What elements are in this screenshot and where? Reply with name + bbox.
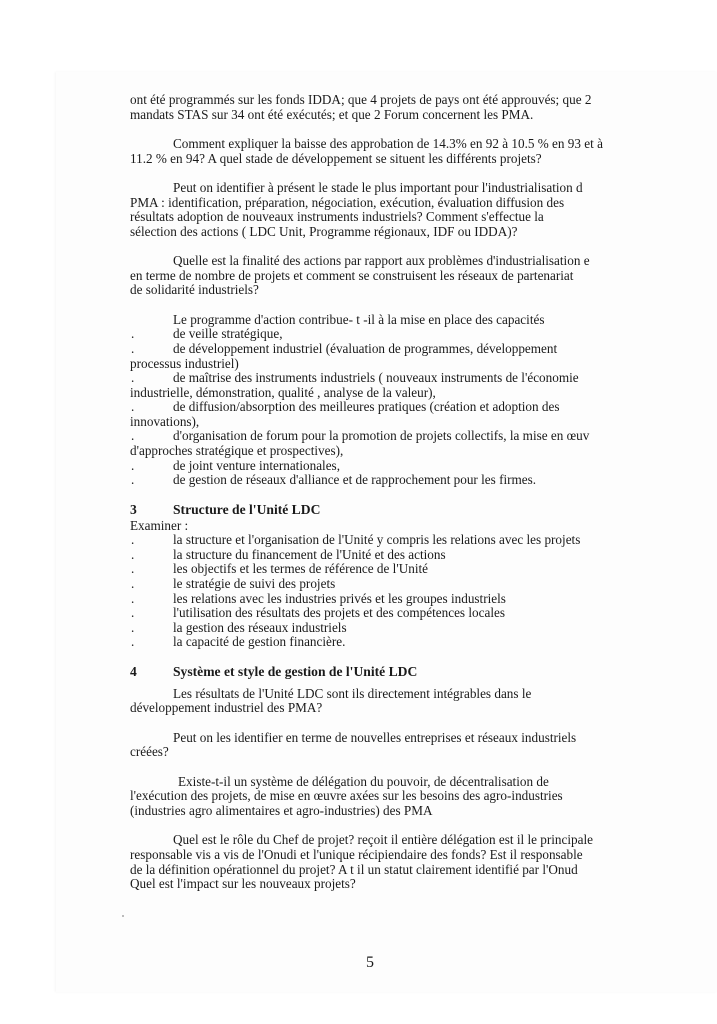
section-number: 3 [130, 501, 137, 517]
bullet-dot: . [131, 590, 135, 606]
text-line: Peut on les identifier en terme de nouvelles entreprises et réseaux industriels [173, 729, 577, 745]
text-line: en terme de nombre de projets et comment se construisent les réseaux de partenariat [130, 267, 574, 283]
bullet-dot: . [131, 546, 135, 562]
list-item [130, 577, 717, 592]
text-line: (industries agro alimentaires et agro-industries) des PMA [130, 802, 433, 818]
capacities-list [130, 327, 717, 488]
scan-speck [122, 915, 124, 917]
paragraph-industrialisation-stage [130, 181, 717, 239]
paragraph-results-integration [130, 687, 717, 716]
bullet-dot: . [131, 326, 135, 342]
list-item [130, 592, 717, 607]
list-item-text: de veille stratégique, [173, 326, 283, 342]
section-intro: Examiner : [130, 517, 189, 533]
bullet-dot: . [131, 472, 135, 488]
bullet-dot: . [131, 619, 135, 635]
list-item-text: de joint venture internationales, [173, 457, 340, 473]
list-item-text: la capacité de gestion financière. [173, 634, 346, 650]
list-item-text: les relations avec les industries privés et les groupes industriels [173, 590, 506, 606]
paragraph-project-chief [130, 833, 717, 891]
text-line: développement industriel des PMA? [130, 700, 323, 716]
list-item-text: les objectifs et les termes de référence de l'Unité [173, 561, 429, 577]
text-line: Quel est l'impact sur les nouveaux projets? [130, 876, 356, 892]
paragraph-approval-decline [130, 137, 717, 166]
list-item-continuation: innovations), [130, 413, 200, 429]
section-number: 4 [130, 663, 137, 679]
section-structure [130, 503, 717, 650]
bullet-dot: . [131, 634, 135, 650]
list-item [130, 327, 717, 342]
bullet-dot: . [131, 340, 135, 356]
list-item-continuation: industrielle, démonstration, qualité , analyse de la valeur), [130, 384, 436, 400]
text-line: sélection des actions ( LDC Unit, Programme régionaux, IDF ou IDDA)? [130, 223, 518, 239]
list-item [130, 371, 717, 400]
list-item-continuation: d'approches stratégique et prospectives), [130, 443, 344, 459]
section-management [130, 665, 717, 892]
text-line: l'exécution des projets, de mise en œuvre axées sur les besoins des agro-industries [130, 788, 563, 804]
text-line: PMA : identification, préparation, négociation, exécution, évaluation diffusion des [130, 194, 565, 210]
text-line: responsable vis a vis de l'Onudi et l'unique récipiendaire des fonds? Est il responsable [130, 846, 583, 862]
list-item [130, 548, 717, 563]
list-item-text: le stratégie de suivi des projets [173, 576, 336, 592]
page-number: 5 [366, 954, 374, 971]
list-item [130, 459, 717, 474]
paragraph-delegation [130, 775, 717, 819]
list-item-text: d'organisation de forum pour la promotion de projets collectifs, la mise en œuv [173, 428, 590, 444]
text-line: ont été programmés sur les fonds IDDA; que 4 projets de pays ont été approuvés; que 2 [130, 92, 592, 107]
section-heading [130, 665, 717, 681]
list-item-text: de développement industriel (évaluation de programmes, développement [173, 340, 558, 356]
text-line: Comment expliquer la baisse des approbation de 14.3% en 92 à 10.5 % en 93 et à [173, 135, 603, 151]
list-item [130, 606, 717, 621]
text-line: 11.2 % en 94? A quel stade de développement se situent les différents projets? [130, 150, 542, 166]
bullet-dot: . [131, 605, 135, 621]
list-item [130, 342, 717, 371]
bullet-dot: . [131, 370, 135, 386]
section-heading [130, 503, 717, 519]
list-item [130, 533, 717, 548]
bullet-dot: . [131, 428, 135, 444]
text-line: Peut on identifier à présent le stade le plus important pour l'industrialisation d [173, 179, 583, 195]
text-line: Les résultats de l'Unité LDC sont ils directement intégrables dans le [173, 685, 532, 701]
paragraph-new-enterprises [130, 731, 717, 760]
list-item-text: de gestion de réseaux d'alliance et de rapprochement pour les firmes. [173, 472, 537, 488]
bullet-dot: . [131, 457, 135, 473]
paragraph-actions-finality [130, 254, 717, 298]
list-item [130, 621, 717, 636]
list-item [130, 400, 717, 429]
list-item-continuation: processus industriel) [130, 355, 239, 371]
bullet-dot: . [131, 561, 135, 577]
text-line: de la définition opérationnel du projet? A t il un statut clairement identifié par l'Onud [130, 861, 578, 877]
list-item-text: la structure du financement de l'Unité et des actions [173, 546, 446, 562]
text-line: mandats STAS sur 34 ont été exécutés; et que 2 Forum concernent les PMA. [130, 106, 534, 122]
text-line: Quelle est la finalité des actions par rapport aux problèmes d'industrialisation e [173, 253, 590, 269]
paragraph-action-programme [130, 313, 717, 488]
bullet-dot: . [131, 532, 135, 548]
text-line: résultats adoption de nouveaux instruments industriels? Comment s'effectue la [130, 209, 544, 225]
list-item-text: l'utilisation des résultats des projets et des compétences locales [173, 605, 505, 621]
list-item-text: la structure et l'organisation de l'Unité y compris les relations avec les projets [173, 532, 581, 548]
bullet-dot: . [131, 576, 135, 592]
structure-list [130, 533, 717, 650]
text-line: de solidarité industriels? [130, 282, 259, 298]
text-line: Quel est le rôle du Chef de projet? reçoit il entière délégation est il le principale [173, 832, 594, 848]
document-body [130, 93, 717, 892]
text-line: Existe-t-il un système de délégation du pouvoir, de décentralisation de [178, 773, 549, 789]
text-line: Le programme d'action contribue- t -il à la mise en place des capacités [173, 311, 545, 327]
bullet-dot: . [131, 399, 135, 415]
list-item [130, 473, 717, 488]
paragraph-idda-funds [130, 93, 717, 122]
list-item [130, 635, 717, 650]
list-item [130, 429, 717, 458]
section-title: Système et style de gestion de l'Unité LDC [173, 663, 418, 679]
section-title: Structure de l'Unité LDC [173, 501, 321, 517]
list-item [130, 562, 717, 577]
list-item-text: de maîtrise des instruments industriels ( nouveaux instruments de l'économie [173, 370, 579, 386]
list-item-text: la gestion des réseaux industriels [173, 619, 347, 635]
list-item-text: de diffusion/absorption des meilleures pratiques (création et adoption des [173, 399, 560, 415]
text-line: créées? [130, 744, 169, 760]
